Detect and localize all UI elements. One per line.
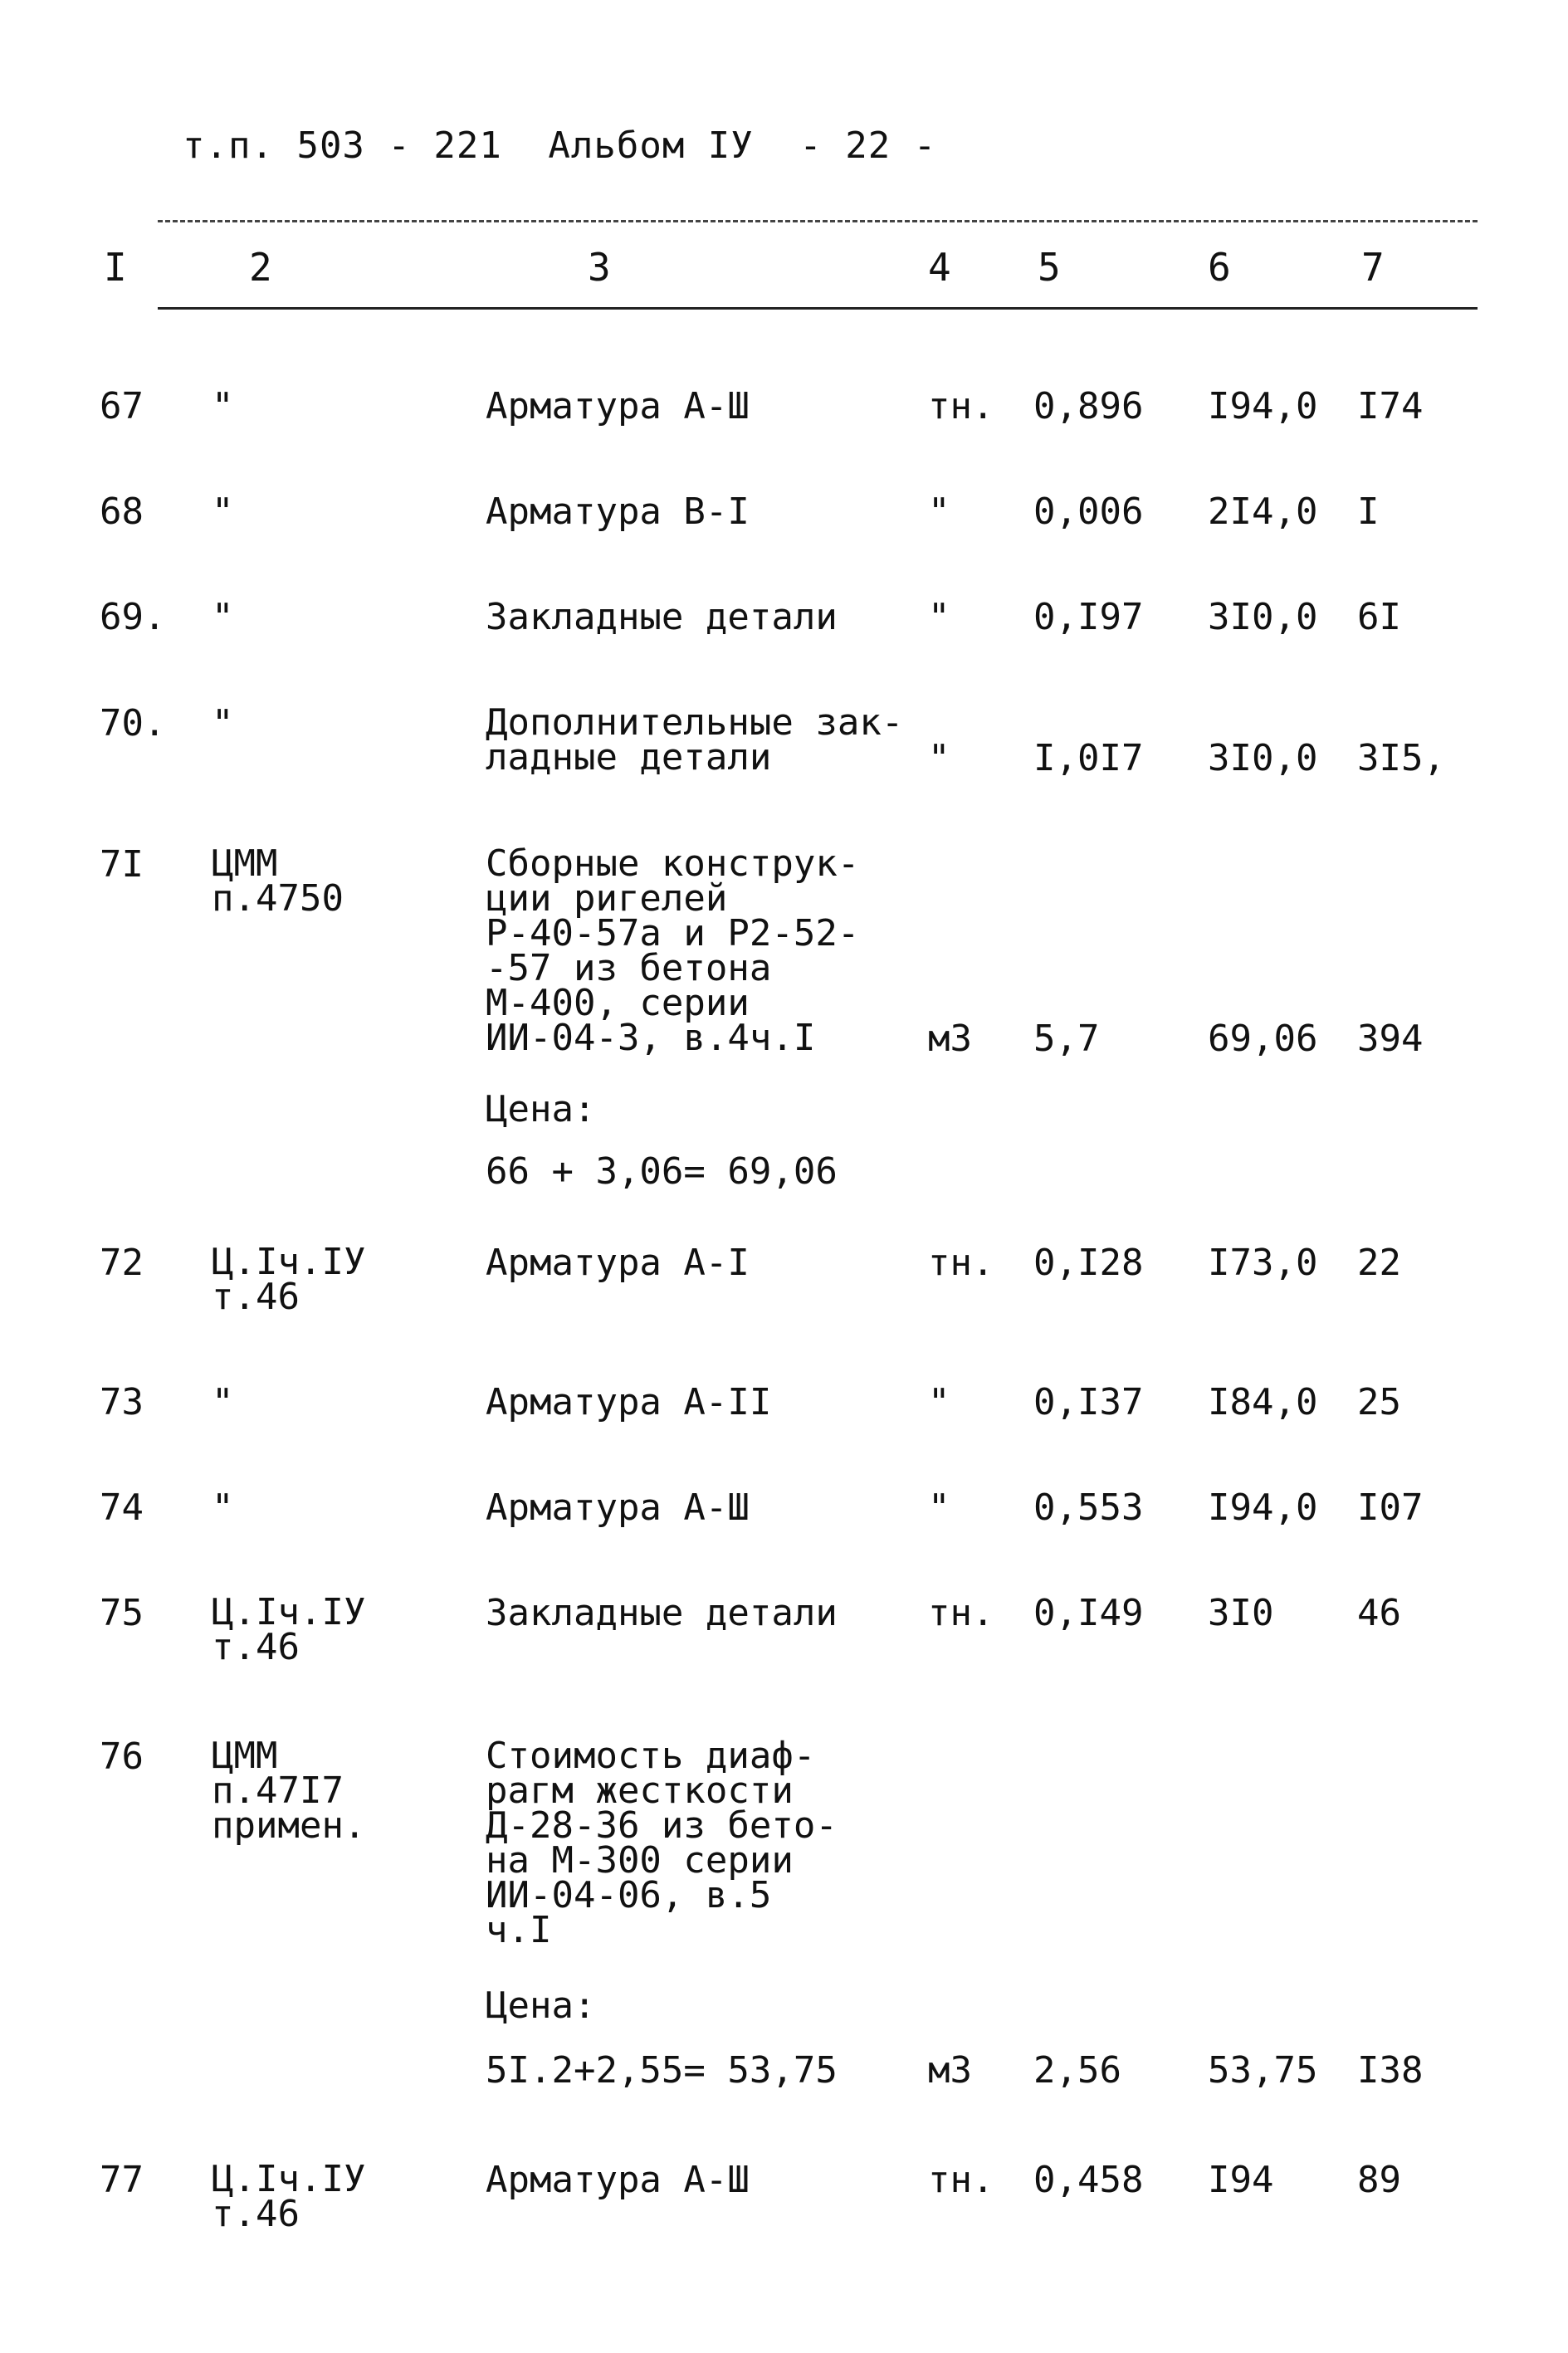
price-note-value: 5I.2+2,55= 53,75 — [486, 2049, 838, 2092]
row-quantity: 5,7 — [1033, 1018, 1100, 1060]
row-number: 67 — [100, 385, 144, 427]
row-description: Арматура А-I — [486, 1242, 750, 1284]
row-description: Дополнительные зак- ладные детали — [486, 701, 904, 779]
row-reference: " — [212, 1381, 234, 1423]
row-quantity: 0,553 — [1033, 1486, 1144, 1529]
row-description: Арматура В-I — [486, 491, 750, 533]
row-reference: ЦММ п.47I7 примен. — [212, 1735, 366, 1847]
column-header-6: 6 — [1208, 245, 1231, 290]
row-total: 22 — [1357, 1242, 1401, 1284]
row-quantity: 0,458 — [1033, 2159, 1144, 2201]
row-total: I74 — [1357, 385, 1424, 427]
row-quantity: 0,I28 — [1033, 1242, 1144, 1284]
row-unit-price: I94,0 — [1208, 385, 1318, 427]
row-description: Сборные конструк- ции ригелей Р-40-57а и Р2-52- -57 из бетона М-400, серии ИИ-04-3, в.4ч.I — [486, 842, 860, 1059]
row-unit-price: 53,75 — [1208, 2049, 1318, 2092]
row-unit: " — [928, 737, 950, 779]
column-header-7: 7 — [1361, 245, 1385, 290]
row-quantity: I,0I7 — [1033, 737, 1144, 779]
row-quantity: 0,I37 — [1033, 1381, 1144, 1423]
row-description: Арматура А-II — [486, 1381, 772, 1423]
row-reference: Ц.Iч.IУ т.46 — [212, 1591, 366, 1668]
page-header — [183, 124, 960, 167]
row-unit: тн. — [928, 385, 994, 427]
row-quantity: 0,006 — [1033, 491, 1144, 533]
row-unit-price: I94 — [1208, 2159, 1274, 2201]
row-total: 25 — [1357, 1381, 1401, 1423]
row-quantity: 0,I49 — [1033, 1592, 1144, 1634]
row-unit: " — [928, 491, 950, 533]
row-quantity: 2,56 — [1033, 2049, 1121, 2092]
row-number: 77 — [100, 2159, 144, 2201]
row-unit-price: 69,06 — [1208, 1018, 1318, 1060]
row-unit: " — [928, 1486, 950, 1529]
row-reference: Ц.Iч.IУ т.46 — [212, 1241, 366, 1318]
row-number: 68 — [100, 491, 144, 533]
row-unit-price: I84,0 — [1208, 1381, 1318, 1423]
row-total: I38 — [1357, 2049, 1424, 2092]
column-header-3: 3 — [588, 245, 611, 290]
row-unit-price: 3I0,0 — [1208, 596, 1318, 638]
row-unit: " — [928, 596, 950, 638]
row-description: Закладные детали — [486, 1592, 838, 1634]
row-total: 89 — [1357, 2159, 1401, 2201]
row-description: Закладные детали — [486, 596, 838, 638]
row-reference: " — [212, 491, 234, 533]
row-unit-price: 3I0,0 — [1208, 737, 1318, 779]
row-number: 69. — [100, 596, 166, 638]
album-label: Альбом IУ — [548, 124, 754, 167]
row-number: 70. — [100, 702, 166, 744]
row-reference: Ц.Iч.IУ т.46 — [212, 2158, 366, 2235]
row-total: 6I — [1357, 596, 1401, 638]
row-unit: " — [928, 1381, 950, 1423]
row-description: Стоимость диаф- рагм жесткости Д-28-36 из бето- на М-300 серии ИИ-04-06, в.5 ч.I — [486, 1735, 838, 1951]
column-header-5: 5 — [1038, 245, 1061, 290]
row-reference: " — [212, 385, 234, 427]
row-unit-price: 3I0 — [1208, 1592, 1274, 1634]
row-unit-price: 2I4,0 — [1208, 491, 1318, 533]
row-number: 73 — [100, 1381, 144, 1423]
header-bottom-rule — [158, 307, 1478, 310]
column-header-4: 4 — [928, 245, 951, 290]
row-reference: " — [212, 702, 234, 744]
row-number: 72 — [100, 1242, 144, 1284]
row-quantity: 0,896 — [1033, 385, 1144, 427]
row-reference: " — [212, 596, 234, 638]
row-unit-price: I73,0 — [1208, 1242, 1318, 1284]
row-description: Арматура А-Ш — [486, 2159, 750, 2201]
row-total: 394 — [1357, 1018, 1424, 1060]
price-note-value: 66 + 3,06= 69,06 — [486, 1150, 838, 1193]
price-note-label: Цена: — [486, 1088, 596, 1130]
column-header-1: I — [104, 245, 127, 290]
row-description: Арматура А-Ш — [486, 385, 750, 427]
row-total: 3I5, — [1357, 737, 1445, 779]
row-total: I07 — [1357, 1486, 1424, 1529]
project-code: т.п. 503 - 221 — [183, 124, 502, 167]
header-top-rule — [158, 220, 1478, 222]
row-total: 46 — [1357, 1592, 1401, 1634]
row-number: 75 — [100, 1592, 144, 1634]
row-description: Арматура А-Ш — [486, 1486, 750, 1529]
row-unit: тн. — [928, 2159, 994, 2201]
row-unit: тн. — [928, 1592, 994, 1634]
row-unit: м3 — [928, 1018, 972, 1060]
row-number: 74 — [100, 1486, 144, 1529]
row-number: 7I — [100, 843, 144, 886]
row-number: 76 — [100, 1735, 144, 1778]
row-reference: ЦММ п.4750 — [212, 842, 344, 920]
row-unit: м3 — [928, 2049, 972, 2092]
row-quantity: 0,I97 — [1033, 596, 1144, 638]
row-unit: тн. — [928, 1242, 994, 1284]
row-unit-price: I94,0 — [1208, 1486, 1318, 1529]
column-header-2: 2 — [249, 245, 272, 290]
page-number: - 22 - — [799, 124, 937, 167]
price-note-label: Цена: — [486, 1984, 596, 2027]
row-total: I — [1357, 491, 1380, 533]
row-reference: " — [212, 1486, 234, 1529]
